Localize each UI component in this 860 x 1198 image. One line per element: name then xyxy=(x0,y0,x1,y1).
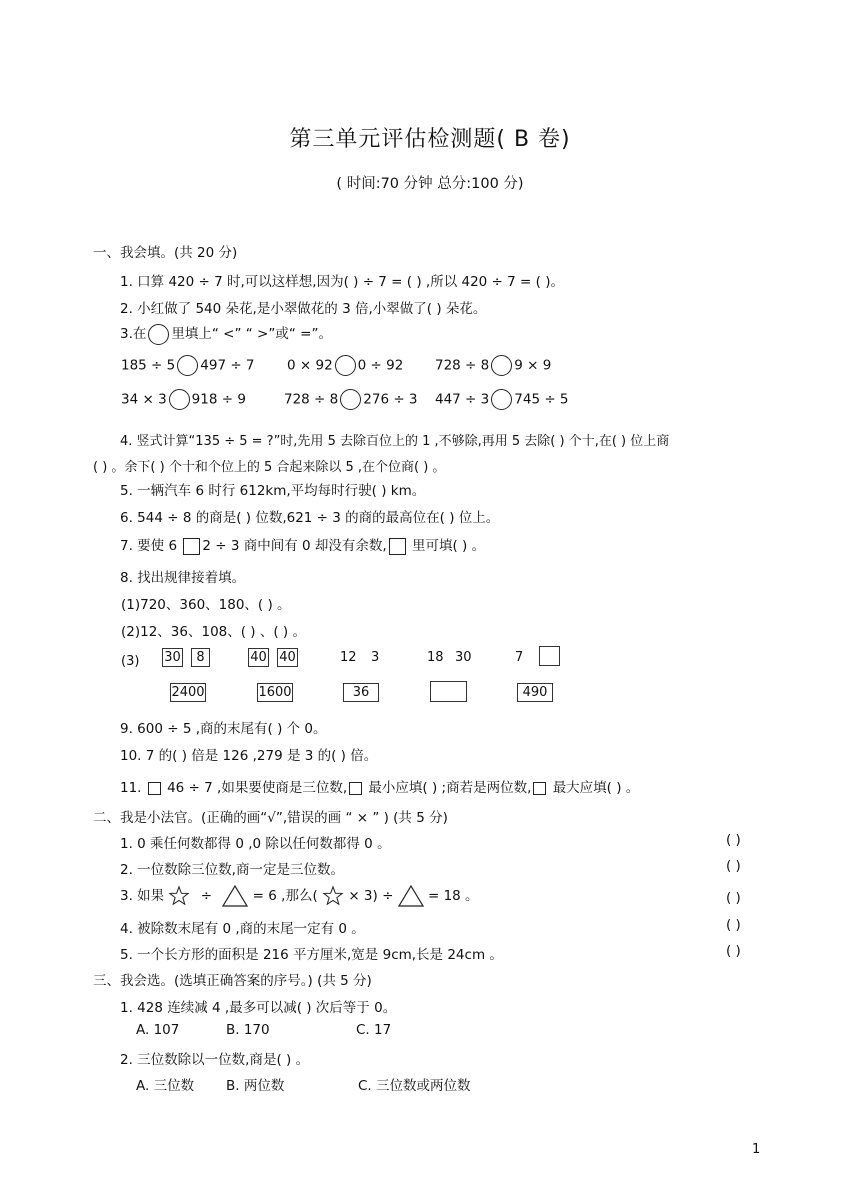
s2-q3-text-e: = 18 。 xyxy=(427,888,479,904)
pattern-number: 18 xyxy=(427,650,444,665)
s2-q3-text-b: ÷ xyxy=(200,888,213,904)
compare-circle-input[interactable] xyxy=(169,389,190,410)
section3-heading: 三、我会选。(选填正确答案的序号。) (共 5 分) xyxy=(93,973,372,989)
s1-question-11 xyxy=(120,776,639,796)
pattern-number: 30 xyxy=(455,650,472,665)
s2-question-4: 4. 被除数末尾有 0 ,商的末尾一定有 0 。 xyxy=(120,921,365,937)
pattern-number: 3 xyxy=(371,650,380,665)
pattern-product-box: 1600 xyxy=(258,685,292,700)
s2-q3-text-c: = 6 ,那么( xyxy=(252,888,318,904)
page-title: 第三单元评估检测题( B 卷) xyxy=(289,127,571,152)
s1-question-1: 1. 口算 420 ÷ 7 时,可以这样想,因为( ) ÷ 7 = ( ) ,所以 420 ÷ 7 = ( )。 xyxy=(120,274,564,290)
compare-2 xyxy=(287,355,403,376)
option-c: C. 三位数或两位数 xyxy=(358,1078,471,1094)
compare-left: 447 ÷ 3 xyxy=(435,391,490,408)
s1-q7-text-a: 7. 要使 6 xyxy=(120,538,178,554)
page-number: 1 xyxy=(752,1142,761,1157)
s2-question-2: 2. 一位数除三位数,商一定是三位数。 xyxy=(120,862,344,878)
option-c: C. 17 xyxy=(356,1022,392,1038)
square-blank-icon xyxy=(183,538,200,555)
square-blank-icon xyxy=(148,782,161,795)
compare-left: 185 ÷ 5 xyxy=(121,357,176,374)
s2-question-3 xyxy=(120,884,479,907)
s1-q11-text-c: 最小应填( ) ;商若是两位数, xyxy=(368,780,532,796)
compare-5 xyxy=(284,389,418,410)
star-icon xyxy=(168,885,190,907)
square-blank-icon xyxy=(349,782,362,795)
s1-question-8-2: (2)12、36、108、( ) 、( ) 。 xyxy=(121,624,306,640)
pattern-product-box: 36 xyxy=(343,683,379,702)
s1-q3-text-a: 3.在 xyxy=(120,326,147,342)
s1-question-2: 2. 小红做了 540 朵花,是小翠做花的 3 倍,小翠做了( ) 朵花。 xyxy=(120,301,487,317)
compare-right: 276 ÷ 3 xyxy=(363,391,418,408)
option-b: B. 170 xyxy=(226,1022,270,1038)
s1-question-5: 5. 一辆汽车 6 时行 612km,平均每时行驶( ) km。 xyxy=(120,483,426,499)
s1-q11-text-a: 11. xyxy=(120,780,142,796)
s3-question-2: 2. 三位数除以一位数,商是( ) 。 xyxy=(120,1052,310,1068)
pattern-box: 40 xyxy=(248,648,269,667)
s1-question-10: 10. 7 的( ) 倍是 126 ,279 是 3 的( ) 倍。 xyxy=(120,748,378,764)
s1-q3-text-b: 里填上“ <” “ >”或“ =”。 xyxy=(171,326,332,342)
compare-circle-input[interactable] xyxy=(491,355,512,376)
s2-question-5: 5. 一个长方形的面积是 216 平方厘米,宽是 9cm,长是 24cm 。 xyxy=(120,947,503,963)
compare-4 xyxy=(121,389,246,410)
answer-blank[interactable]: ( ) xyxy=(726,858,741,874)
s1-q11-text-d: 最大应填( ) 。 xyxy=(552,780,640,796)
triangle-icon xyxy=(398,885,424,907)
star-icon xyxy=(322,885,344,907)
s2-q3-text-a: 3. 如果 xyxy=(120,888,165,904)
s1-q7-text-c: 里可填( ) 。 xyxy=(411,538,486,554)
compare-left: 34 × 3 xyxy=(121,391,167,408)
s1-question-9: 9. 600 ÷ 5 ,商的末尾有( ) 个 0。 xyxy=(120,721,327,737)
pattern-box: 40 xyxy=(277,648,298,667)
pattern-box: 30 xyxy=(162,648,183,667)
compare-circle-input[interactable] xyxy=(335,355,356,376)
pattern-blank-box[interactable] xyxy=(539,646,560,666)
s1-question-4-line2: ( ) 。余下( ) 个十和个位上的 5 合起来除以 5 ,在个位商( ) 。 xyxy=(93,460,446,475)
compare-1 xyxy=(121,355,255,376)
s1-question-8: 8. 找出规律接着填。 xyxy=(120,570,246,586)
pattern-product-box: 2400 xyxy=(171,685,205,700)
compare-left: 728 ÷ 8 xyxy=(435,357,490,374)
s1-question-8-1: (1)720、360、180、( ) 。 xyxy=(121,597,291,613)
compare-circle-input[interactable] xyxy=(491,389,512,410)
s2-q3-text-d: × 3) ÷ xyxy=(348,888,394,904)
section1-heading: 一、我会填。(共 20 分) xyxy=(93,245,238,261)
compare-circle-input[interactable] xyxy=(177,355,198,376)
compare-6 xyxy=(435,389,569,410)
s2-question-1: 1. 0 乘任何数都得 0 ,0 除以任何数都得 0 。 xyxy=(120,836,391,852)
square-blank-icon xyxy=(389,538,406,555)
compare-right: 9 × 9 xyxy=(514,357,552,374)
compare-left: 728 ÷ 8 xyxy=(284,391,339,408)
compare-right: 0 ÷ 92 xyxy=(357,357,404,374)
section2-heading: 二、我是小法官。(正确的画“√”,错误的画 “ × ” ) (共 5 分) xyxy=(93,810,448,826)
compare-right: 745 ÷ 5 xyxy=(514,391,569,408)
circle-blank-icon xyxy=(148,324,169,345)
option-a: A. 三位数 xyxy=(136,1078,195,1094)
answer-blank[interactable]: ( ) xyxy=(726,943,741,959)
s1-q7-text-b: 2 ÷ 3 商中间有 0 却没有余数, xyxy=(202,538,387,554)
triangle-icon xyxy=(222,885,248,907)
pattern-blank-box[interactable] xyxy=(430,681,467,702)
page-subtitle: ( 时间:70 分钟 总分:100 分) xyxy=(336,176,524,192)
pattern-product-box: 490 xyxy=(517,683,553,702)
pattern-box: 8 xyxy=(191,648,210,667)
s1-question-6: 6. 544 ÷ 8 的商是( ) 位数,621 ÷ 3 的商的最高位在( ) 位上。 xyxy=(120,510,500,526)
option-a: A. 107 xyxy=(136,1022,180,1038)
compare-3 xyxy=(435,355,551,376)
compare-left: 0 × 92 xyxy=(287,357,333,374)
compare-right: 497 ÷ 7 xyxy=(200,357,255,374)
answer-blank[interactable]: ( ) xyxy=(726,832,741,848)
s3-question-1: 1. 428 连续减 4 ,最多可以减( ) 次后等于 0。 xyxy=(120,1000,397,1016)
s1-q11-text-b: 46 ÷ 7 ,如果要使商是三位数, xyxy=(167,780,348,796)
compare-circle-input[interactable] xyxy=(340,389,361,410)
square-blank-icon xyxy=(533,782,546,795)
answer-blank[interactable]: ( ) xyxy=(726,890,741,906)
option-b: B. 两位数 xyxy=(226,1078,285,1094)
s1-question-7 xyxy=(120,534,485,555)
pattern-number: 7 xyxy=(515,650,524,665)
s1-question-3 xyxy=(120,322,332,345)
s1-question-4-line1: 4. 竖式计算“135 ÷ 5 = ?”时,先用 5 去除百位上的 1 ,不够除,再用 5 去除( ) 个十,在( ) 位上商 xyxy=(120,434,670,449)
compare-right: 918 ÷ 9 xyxy=(191,391,246,408)
pattern-number: 12 xyxy=(340,650,357,665)
answer-blank[interactable]: ( ) xyxy=(726,917,741,933)
s1-question-8-3: (3) xyxy=(121,654,140,669)
